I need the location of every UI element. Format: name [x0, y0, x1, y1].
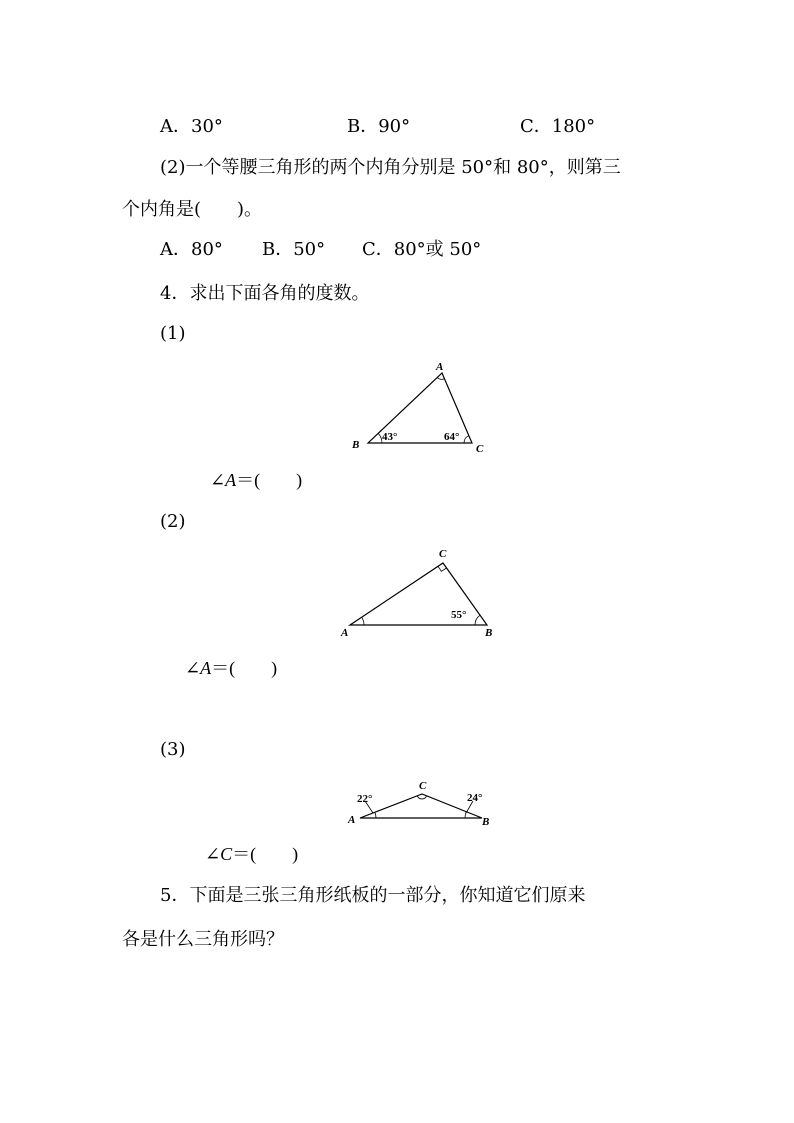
vertex-label-c: C: [419, 780, 427, 792]
vertex-label-a: A: [348, 814, 356, 826]
answer-line-3: ∠C＝( ): [205, 844, 299, 864]
vertex-label-a: A: [436, 361, 444, 373]
vertex-label-b: B: [482, 816, 490, 828]
question-5-line2: 各是什么三角形吗？: [122, 929, 284, 950]
triangle-figure-2: [335, 543, 505, 643]
vertex-label-a: A: [341, 627, 349, 639]
vertex-label-b: B: [352, 439, 360, 451]
option-a: A．80°: [160, 239, 223, 260]
angle-label-b: 24°: [467, 792, 483, 804]
answer-line-1: ∠A＝( ): [210, 470, 303, 490]
option-c: C．180°: [520, 116, 596, 137]
question-5-line1: 5．下面是三张三角形纸板的一部分，你知道它们原来: [160, 885, 586, 906]
part-label: (1): [160, 323, 186, 344]
angle-label-c: 64°: [444, 431, 460, 443]
question-3-2-line1: (2)一个等腰三角形的两个内角分别是 50°和 80°，则第三: [160, 157, 621, 178]
option-a: A．30°: [160, 116, 223, 137]
option-c: C．80°或 50°: [362, 239, 482, 260]
answer-line-2: ∠A＝( ): [185, 658, 278, 678]
vertex-label-c: C: [476, 443, 484, 455]
question-4-title: 4．求出下面各角的度数。: [160, 283, 370, 304]
triangle-figure-3: [340, 773, 500, 829]
vertex-label-b: B: [485, 627, 493, 639]
question-3-2-line2: 个内角是( )。: [122, 199, 263, 220]
part-label: (3): [160, 739, 186, 760]
triangle-figure-1: [340, 355, 500, 460]
option-b: B．90°: [347, 116, 411, 137]
angle-label-a: 22°: [357, 793, 373, 805]
option-b: B．50°: [262, 239, 326, 260]
angle-label-b: 43°: [382, 431, 398, 443]
part-label: (2): [160, 511, 186, 532]
vertex-label-c: C: [439, 548, 447, 560]
angle-label-b: 55°: [451, 609, 467, 621]
